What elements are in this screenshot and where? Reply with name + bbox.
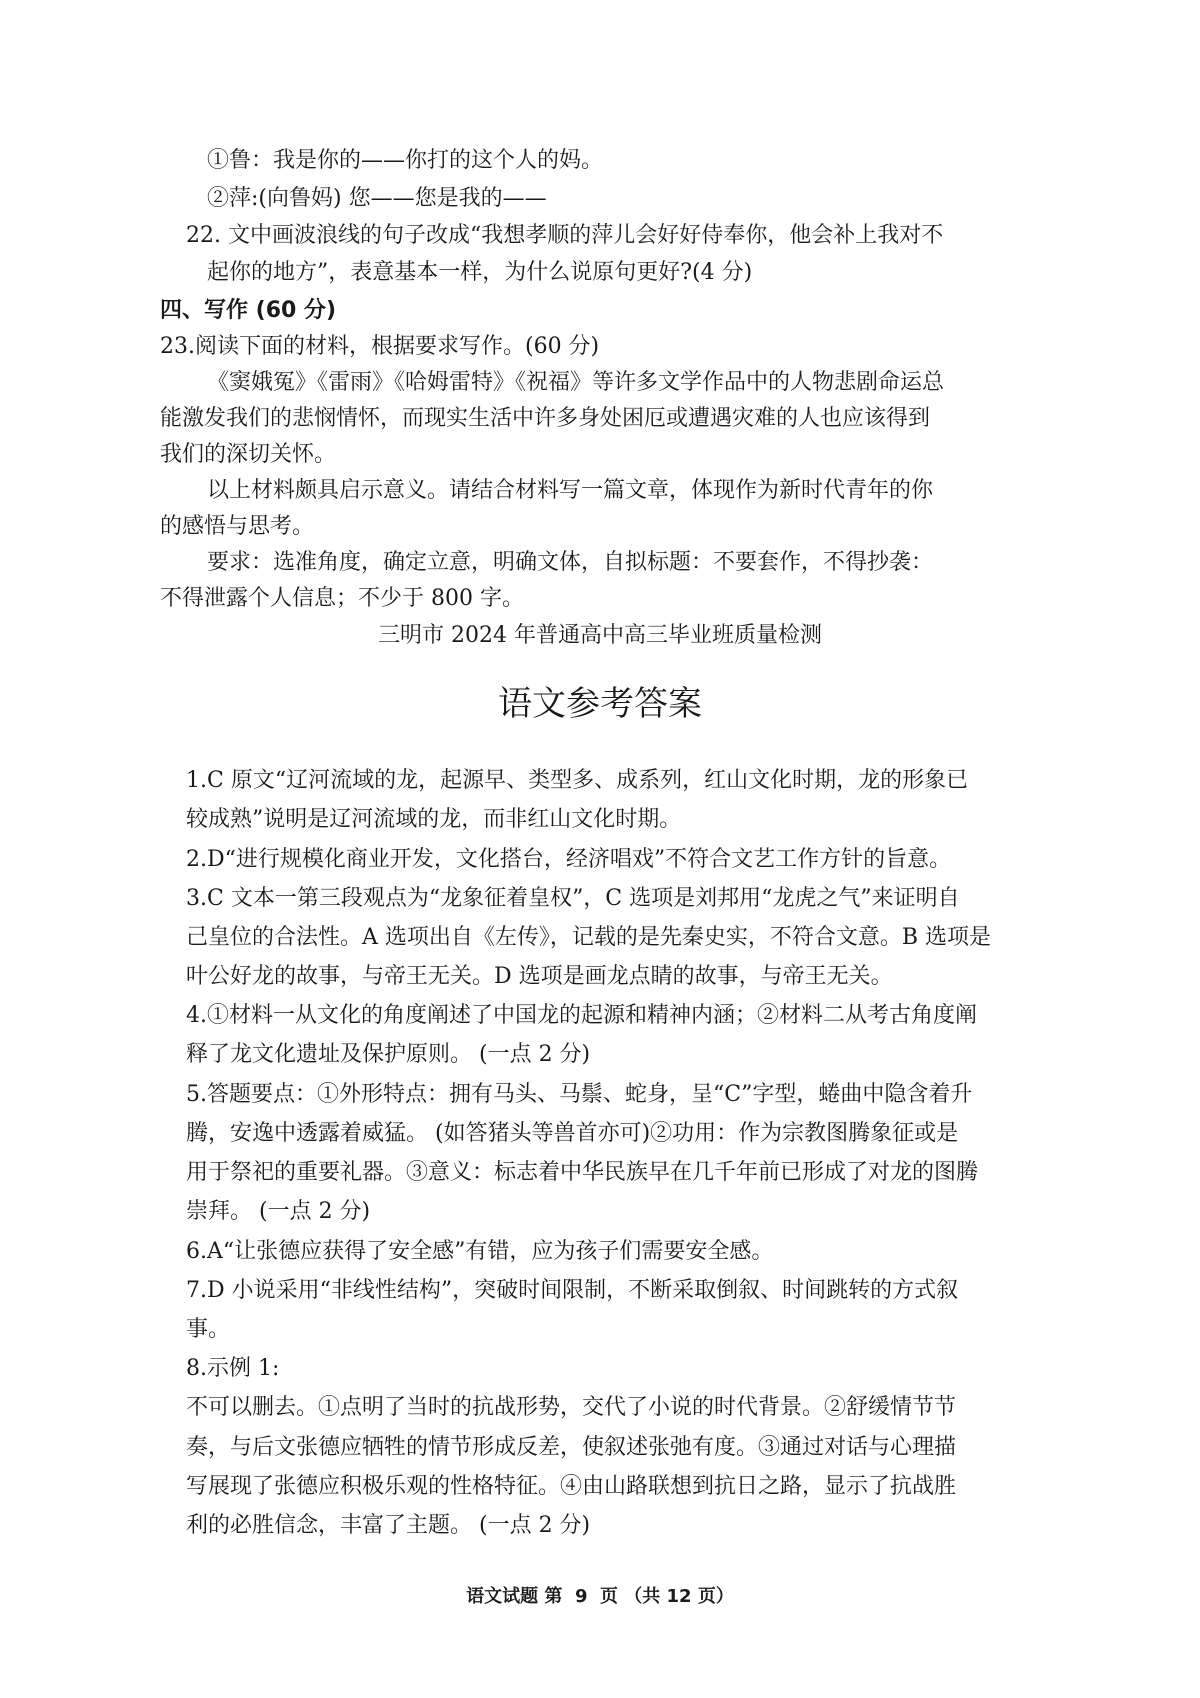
answer-key-subtitle: 三明市 2024 年普通高中高三毕业班质量检测 (378, 623, 822, 648)
material-line-2: 能激发我们的悲悯情怀，而现实生活中许多身处困厄或遭遇灾难的人也应该得到 (160, 406, 931, 431)
dialogue-line-1: ①鲁：我是你的——你打的这个人的妈。 (207, 148, 604, 173)
answer-line-10: 腾，安逸中透露着威猛。 (如答猪头等兽首亦可)②功用：作为宗教图腾象征或是 (186, 1121, 959, 1146)
answer-line-14: 7.D 小说采用“非线性结构”，突破时间限制，不断采取倒叙、时间跳转的方式叙 (186, 1278, 959, 1303)
section-four-heading: 四、写作 (60 分) (160, 298, 337, 323)
answer-line-2: 较成熟”说明是辽河流域的龙，而非红山文化时期。 (186, 807, 682, 832)
answer-line-7: 4.①材料一从文化的角度阐述了中国龙的起源和精神内涵；②材料二从考古角度阐 (186, 1003, 977, 1028)
material-line-5: 的感悟与思考。 (160, 514, 315, 539)
answer-line-6: 叶公好龙的故事，与帝王无关。D 选项是画龙点睛的故事，与帝王无关。 (186, 964, 893, 989)
answer-line-12: 崇拜。 (一点 2 分) (186, 1199, 371, 1224)
answer-line-16: 8.示例 1: (186, 1356, 280, 1381)
material-line-4: 以上材料颇具启示意义。请结合材料写一篇文章，体现作为新时代青年的你 (207, 478, 934, 503)
requirement-line-1: 要求：选准角度，确定立意，明确文体，自拟标题：不要套作，不得抄袭： (207, 550, 934, 575)
answer-line-18: 奏，与后文张德应牺牲的情节形成反差，使叙述张弛有度。③通过对话与心理描 (186, 1435, 957, 1460)
answer-line-4: 3.C 文本一第三段观点为“龙象征着皇权”，C 选项是刘邦用“龙虎之气”来证明自 (186, 886, 960, 911)
answer-line-11: 用于祭祀的重要礼器。③意义：标志着中华民族早在几千年前已形成了对龙的图腾 (186, 1160, 979, 1185)
answer-key-title: 语文参考答案 (498, 684, 702, 724)
answer-line-13: 6.A“让张德应获得了安全感”有错，应为孩子们需要安全感。 (186, 1239, 774, 1264)
question-22-line-1: 22. 文中画波浪线的句子改成“我想孝顺的萍儿会好好侍奉你，他会补上我对不 (186, 223, 944, 248)
answer-line-17: 不可以删去。①点明了当时的抗战形势，交代了小说的时代背景。②舒缓情节节 (186, 1395, 957, 1420)
answer-line-20: 利的必胜信念，丰富了主题。 (一点 2 分) (186, 1513, 591, 1538)
answer-line-15: 事。 (186, 1317, 231, 1342)
answer-line-8: 释了龙文化遗址及保护原则。 (一点 2 分) (186, 1042, 591, 1067)
requirement-line-2: 不得泄露个人信息；不少于 800 字。 (160, 586, 524, 611)
material-line-1: 《窦娥冤》《雷雨》《哈姆雷特》《祝福》等许多文学作品中的人物悲剧命运总 (207, 370, 945, 395)
question-23-line: 23.阅读下面的材料，根据要求写作。(60 分) (160, 334, 600, 359)
material-line-3: 我们的深切关怀。 (160, 442, 337, 467)
answer-line-9: 5.答题要点：①外形特点：拥有马头、马鬃、蛇身，呈“C”字型，蜷曲中隐含着升 (186, 1082, 973, 1107)
answer-line-3: 2.D“进行规模化商业开发，文化搭台，经济唱戏”不符合文艺工作方针的旨意。 (186, 847, 952, 872)
answer-line-1: 1.C 原文“辽河流域的龙，起源早、类型多、成系列，红山文化时期，龙的形象已 (186, 768, 969, 793)
question-22-line-2: 起你的地方”，表意基本一样，为什么说原句更好?(4 分) (207, 260, 753, 285)
answer-line-19: 写展现了张德应积极乐观的性格特征。④由山路联想到抗日之路，显示了抗战胜 (186, 1474, 957, 1499)
dialogue-line-2: ②萍:(向鲁妈) 您——您是我的—— (207, 186, 547, 211)
page-footer: 语文试题 第 9 页 （共 12 页） (466, 1586, 734, 1607)
answer-line-5: 己皇位的合法性。A 选项出自《左传》，记载的是先秦史实，不符合文意。B 选项是 (186, 925, 992, 950)
